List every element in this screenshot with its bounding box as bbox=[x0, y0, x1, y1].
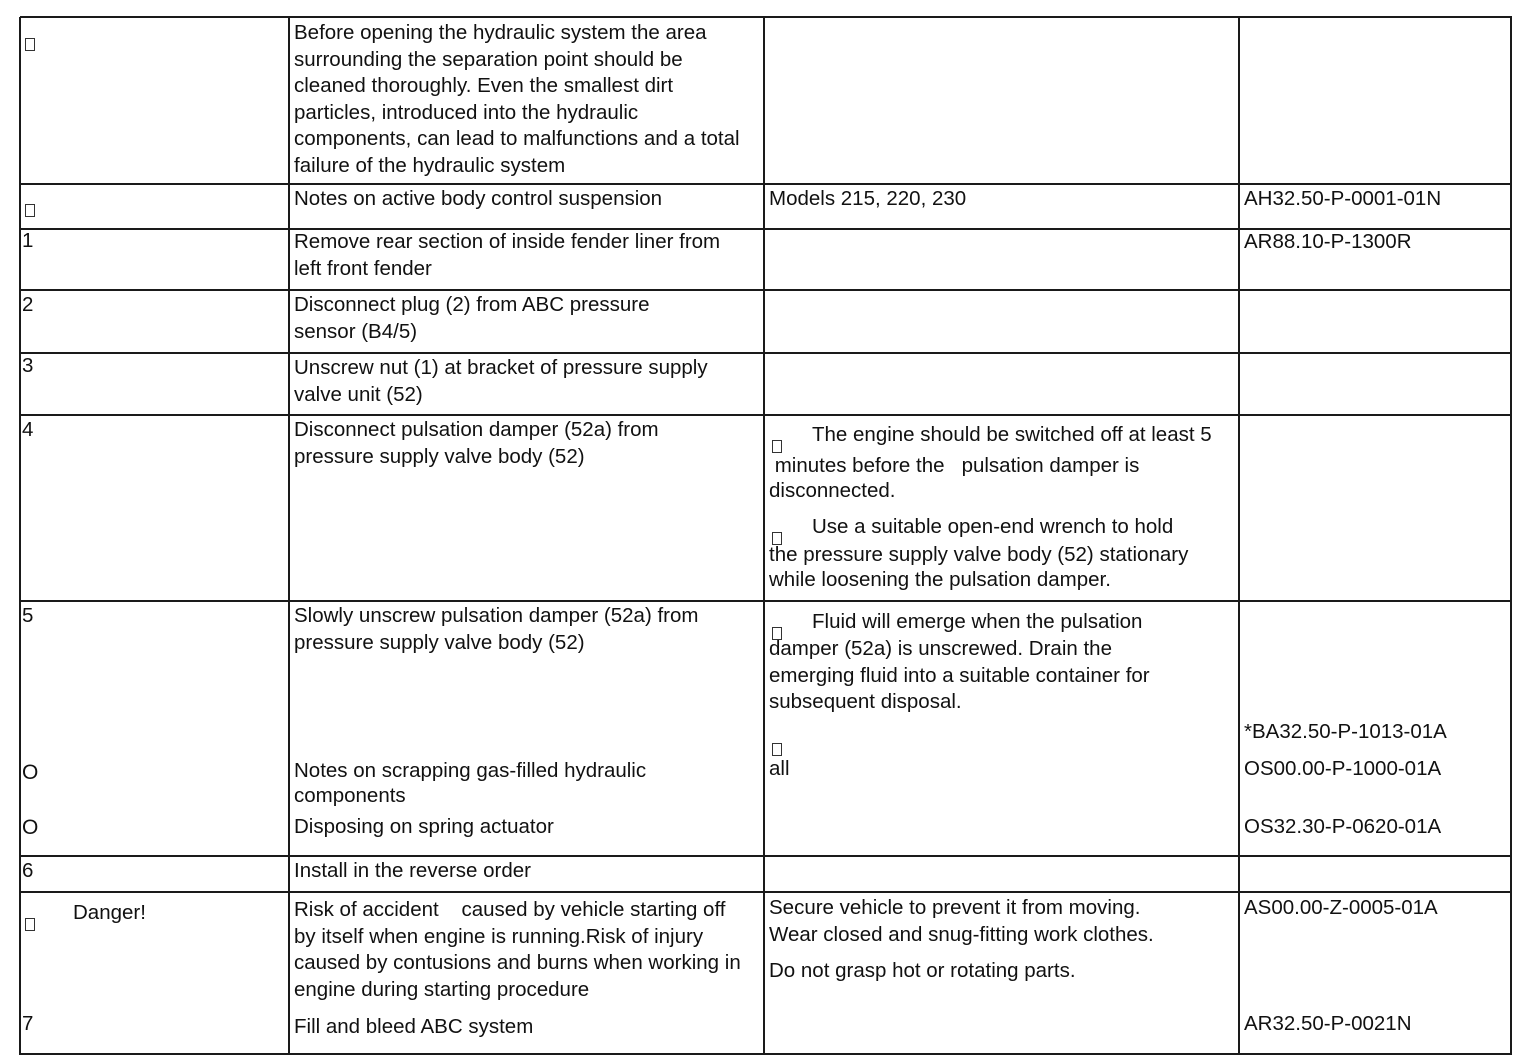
document-reference-link[interactable]: AS00.00-Z-0005-01A bbox=[1244, 896, 1438, 919]
table-column-rule bbox=[1238, 17, 1240, 1055]
checkbox-icon bbox=[25, 197, 35, 224]
table-column-rule bbox=[288, 17, 290, 1055]
optional-marker: O bbox=[22, 816, 39, 839]
table-rule bbox=[20, 855, 1512, 857]
note-text: disconnected. bbox=[769, 479, 896, 502]
document-reference-link[interactable]: OS00.00-P-1000-01A bbox=[1244, 757, 1442, 780]
optional-marker: O bbox=[22, 761, 39, 784]
step-description: Notes on scrapping gas-filled hydraulic components bbox=[294, 759, 647, 807]
step-number: 4 bbox=[22, 418, 34, 441]
table-rule bbox=[20, 289, 1512, 291]
note-text: minutes before the pulsation damper is bbox=[769, 454, 1140, 477]
table-column-rule bbox=[1510, 17, 1512, 1055]
table-rule bbox=[20, 600, 1512, 602]
table-rule bbox=[20, 414, 1512, 416]
step-number: 6 bbox=[22, 859, 34, 882]
step-description: Disconnect pulsation damper (52a) from pressure supply valve body (52) bbox=[294, 418, 659, 468]
step-number: 7 bbox=[22, 1012, 34, 1035]
step-description: Remove rear section of inside fender liner from left front fender bbox=[294, 230, 721, 280]
safety-instruction: Secure vehicle to prevent it from moving. bbox=[769, 896, 1141, 919]
note-text: Use a suitable open-end wrench to hold bbox=[812, 515, 1174, 538]
table-rule bbox=[20, 352, 1512, 354]
danger-description: Risk of accident caused by vehicle starting off by itself when engine is running.Risk of injury caused by contusions and burns when working in engine during starting procedure bbox=[294, 898, 747, 1001]
table-rule bbox=[20, 183, 1512, 185]
step-number: 1 bbox=[22, 229, 34, 252]
step-description: Notes on active body control suspension bbox=[294, 187, 663, 210]
safety-instruction: Wear closed and snug-fitting work clothes. bbox=[769, 923, 1154, 946]
document-reference-link[interactable]: AR88.10-P-1300R bbox=[1244, 230, 1412, 253]
table-rule bbox=[20, 1053, 1512, 1055]
cleaning-warning-text: Before opening the hydraulic system the area surrounding the separation point should be cleaned thoroughly. Even the smallest dirt particles, introduced into the hydraulic components, can lead to malfunctions and a total failure of the hydraulic system bbox=[294, 21, 740, 177]
document-reference-link[interactable]: AH32.50-P-0001-01N bbox=[1244, 187, 1442, 210]
note-text: The engine should be switched off at least 5 bbox=[812, 423, 1212, 446]
step-description: Disconnect plug (2) from ABC pressure sensor (B4/5) bbox=[294, 293, 650, 343]
danger-label: Danger! bbox=[73, 901, 146, 924]
step-description: Disposing on spring actuator bbox=[294, 815, 554, 838]
table-rule bbox=[20, 891, 1512, 893]
document-reference-link[interactable]: AR32.50-P-0021N bbox=[1244, 1012, 1412, 1035]
checkbox-icon bbox=[25, 31, 35, 58]
document-reference-link[interactable]: OS32.30-P-0620-01A bbox=[1244, 815, 1442, 838]
note-text: while loosening the pulsation damper. bbox=[769, 568, 1111, 591]
step-number: 5 bbox=[22, 604, 34, 627]
models-text: all bbox=[769, 757, 790, 780]
step-description: Slowly unscrew pulsation damper (52a) from pressure supply valve body (52) bbox=[294, 604, 699, 654]
document-reference-link[interactable]: *BA32.50-P-1013-01A bbox=[1244, 720, 1447, 743]
step-description: Fill and bleed ABC system bbox=[294, 1015, 534, 1038]
step-description: Install in the reverse order bbox=[294, 859, 532, 882]
table-column-rule bbox=[763, 17, 765, 1055]
models-text: Models 215, 220, 230 bbox=[769, 187, 967, 210]
step-description: Unscrew nut (1) at bracket of pressure supply valve unit (52) bbox=[294, 356, 708, 406]
table-rule bbox=[20, 16, 1512, 18]
table-column-rule bbox=[19, 17, 21, 1055]
note-text: Fluid will emerge when the pulsation bbox=[812, 610, 1143, 633]
step-number: 2 bbox=[22, 293, 34, 316]
safety-instruction: Do not grasp hot or rotating parts. bbox=[769, 959, 1076, 982]
note-text: damper (52a) is unscrewed. Drain the emerging fluid into a suitable container for subsequent disposal. bbox=[769, 637, 1150, 713]
note-text: the pressure supply valve body (52) stationary bbox=[769, 543, 1189, 566]
step-number: 3 bbox=[22, 354, 34, 377]
warning-icon bbox=[25, 911, 35, 938]
